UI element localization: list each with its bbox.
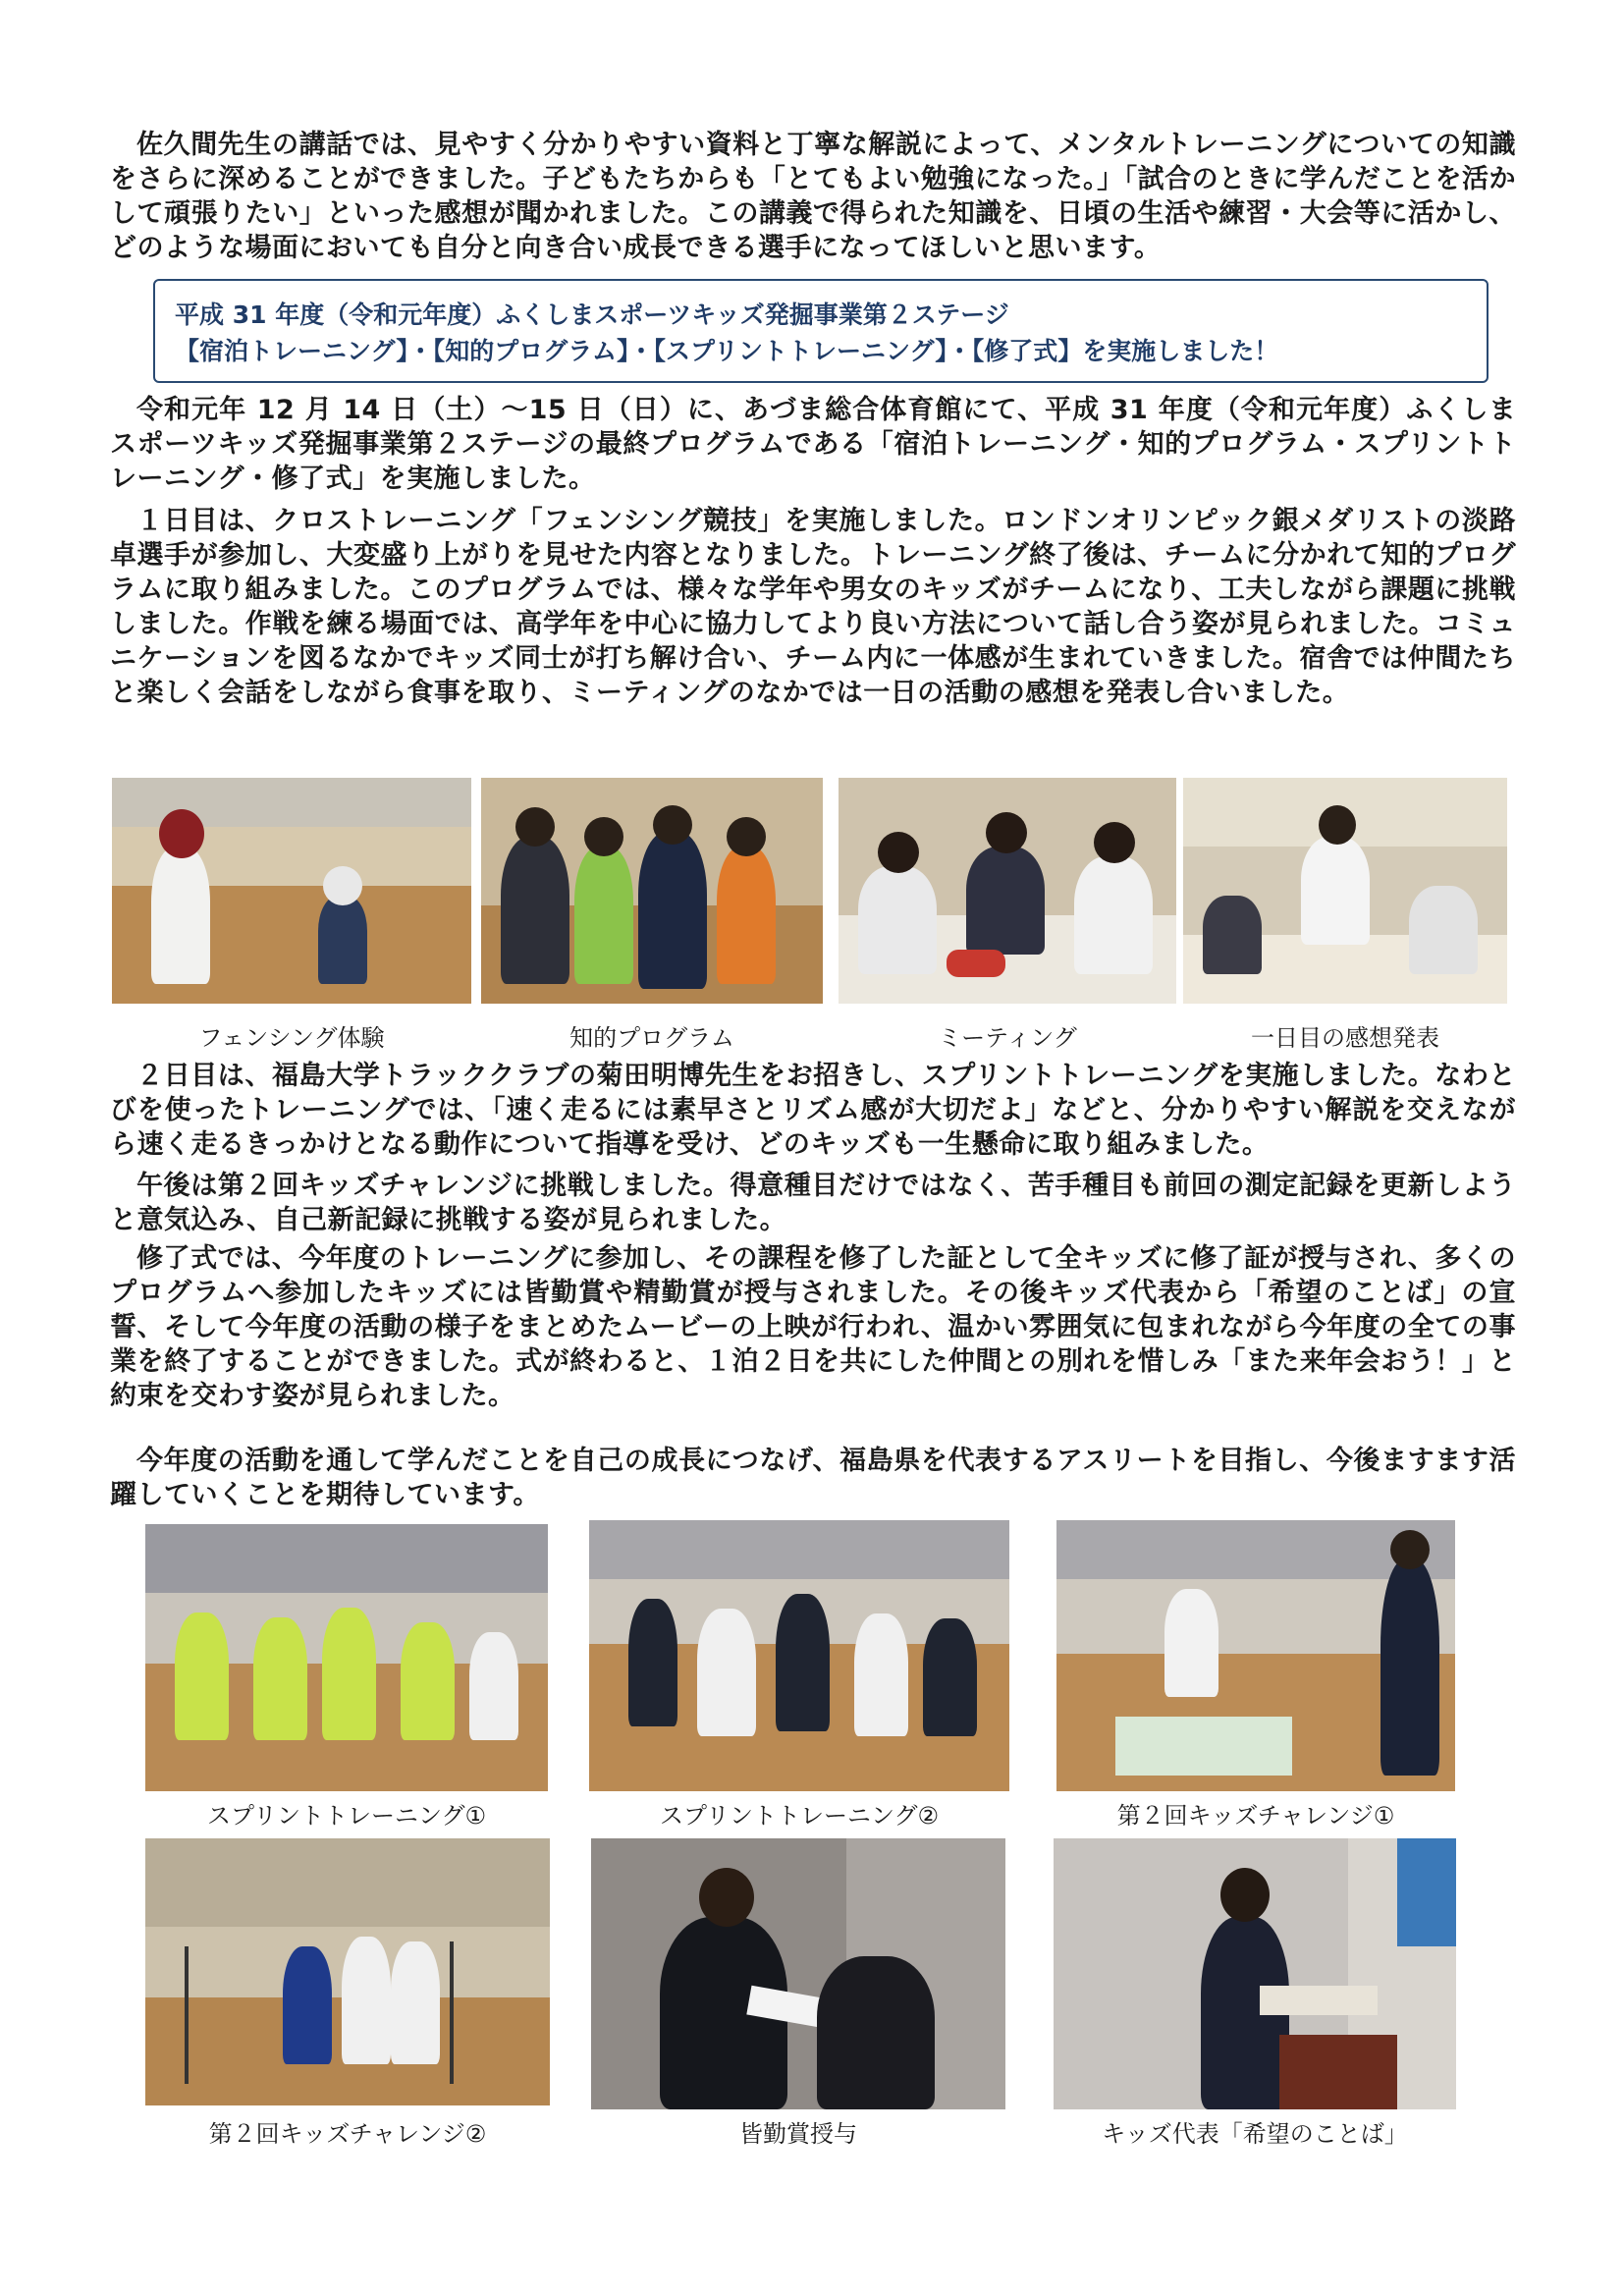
callout-line-1: 平成 31 年度（令和元年度）ふくしまスポーツキッズ発掘事業第２ステージ	[175, 301, 1009, 329]
day1-paragraph-2: １日目は、クロストレーニング「フェンシング競技」を実施しました。ロンドンオリンピック銀メダリストの淡路卓選手が参加し、大変盛り上がりを見せた内容となりました。トレーニング終了後は、チームに分かれて知的プログラムに取り組みました。このプログラムでは、様々な学年や男女のキッズがチームになり、工夫しながら課題に挑戦しました。作戦を練る場面では、高学年を中心に協力してより良い方法について話し合う姿が見られました。コミュニケーションを図るなかでキッズ同士が打ち解け合い、チーム内に一体感が生まれていきました。宿舎では仲間たちと楽しく会話をしながら食事を取り、ミーティングのなかでは一日の活動の感想を発表し合いました。	[110, 506, 1516, 708]
photo-day1-impressions	[1183, 778, 1507, 1004]
caption-fencing: フェンシング体験	[198, 1024, 385, 1052]
caption-sprint-training-2: スプリントトレーニング②	[659, 1802, 940, 1830]
caption-kids-challenge-2: 第２回キッズチャレンジ②	[208, 2120, 487, 2148]
caption-intellectual-program: 知的プログラム	[569, 1024, 734, 1052]
intro-paragraph: 佐久間先生の講話では、見やすく分かりやすい資料と丁寧な解説によって、メンタルトレーニングについての知識をさらに深めることができました。子どもたちからも「とてもよい勉強になった。」「試合のときに学んだことを活かして頑張りたい」といった感想が聞かれました。この講義で得られた知識を、日頃の生活や練習・大会等に活かし、どのような場面においても自分と向き合い成長できる選手になってほしいと思います。	[110, 130, 1516, 263]
photo-kids-representative-pledge	[1054, 1838, 1456, 2109]
photo-fencing	[112, 778, 471, 1004]
day2-paragraph-1: ２日目は、福島大学トラッククラブの菊田明博先生をお招きし、スプリントトレーニングを実施しました。なわとびを使ったトレーニングでは、「速く走るには素早さとリズム感が大切だよ」などと、分かりやすい解説を交えながら速く走るきっかけとなる動作について指導を受け、どのキッズも一生懸命に取り組みました。	[110, 1061, 1516, 1160]
callout-line-2: 【宿泊トレーニング】・【知的プログラム】・【スプリントトレーニング】・【修了式】を実施しました！	[175, 337, 1279, 365]
caption-sprint-training-1: スプリントトレーニング①	[206, 1802, 487, 1830]
caption-kids-representative-pledge: キッズ代表「希望のことば」	[1102, 2120, 1408, 2148]
photo-meeting	[839, 778, 1176, 1004]
photo-intellectual-program	[481, 778, 823, 1004]
caption-day1-impressions: 一日目の感想発表	[1251, 1024, 1439, 1052]
caption-perfect-attendance-award: 皆勤賞授与	[739, 2120, 857, 2148]
event-callout-box	[153, 279, 1489, 383]
photo-perfect-attendance-award	[591, 1838, 1005, 2109]
day2-paragraph-4: 今年度の活動を通して学んだことを自己の成長につなげ、福島県を代表するアスリートを目指し、今後ますます活躍していくことを期待しています。	[110, 1446, 1516, 1510]
day2-paragraph-2: 午後は第２回キッズチャレンジに挑戦しました。得意種目だけではなく、苦手種目も前回の測定記録を更新しようと意気込み、自己新記録に挑戦する姿が見られました。	[110, 1171, 1516, 1235]
day1-paragraph-1: 令和元年 12 月 14 日（土）～15 日（日）に、あづま総合体育館にて、平成 31 年度（令和元年度）ふくしまスポーツキッズ発掘事業第２ステージの最終プログラムである「宿泊トレーニング・知的プログラム・スプリントトレーニング・修了式」を実施しました。	[110, 395, 1516, 494]
photo-kids-challenge-2	[145, 1838, 550, 2105]
caption-meeting: ミーティング	[938, 1024, 1077, 1052]
caption-kids-challenge-1: 第２回キッズチャレンジ①	[1116, 1802, 1395, 1830]
photo-sprint-training-2	[589, 1520, 1009, 1791]
photo-kids-challenge-1	[1056, 1520, 1455, 1791]
photo-sprint-training-1	[145, 1524, 548, 1791]
day2-paragraph-3: 修了式では、今年度のトレーニングに参加し、その課程を修了した証として全キッズに修了証が授与され、多くのプログラムへ参加したキッズには皆勤賞や精勤賞が授与されました。その後キッズ代表から「希望のことば」の宣誓、そして今年度の活動の様子をまとめたムービーの上映が行われ、温かい雰囲気に包まれながら今年度の全ての事業を終了することができました。式が終わると、１泊２日を共にした仲間との別れを惜しみ「また来年会おう！」と約束を交わす姿が見られました。	[110, 1243, 1516, 1411]
